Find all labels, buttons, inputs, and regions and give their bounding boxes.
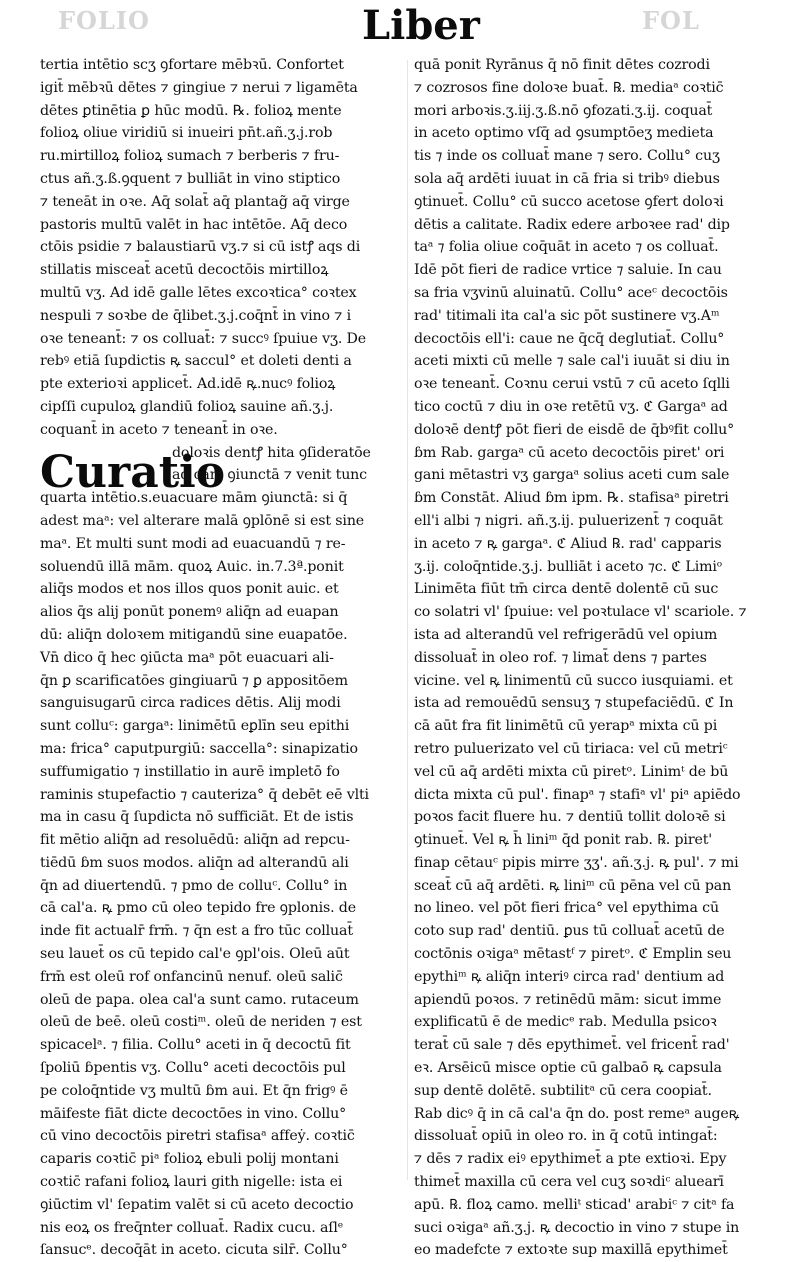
text-line: maᵃ. Et multi sunt modi ad euacuandū ⁊ re-	[40, 535, 346, 552]
text-line: aliq̄s modos et nos illos quos ponit auic. et	[40, 581, 339, 598]
text-line: decoctōis ell'i: caue ne q̄cq̄ deglutiat̄. Collu°	[414, 330, 725, 347]
text-line: nespuli ⁊ soꝛbe de q̄libet.ʒ.j.coq̄nt̄ in vino ⁊ i	[40, 307, 351, 324]
text-line: dicta mixta cū pul'. finapᵃ ⁊ stafiᵃ vl' piᵃ apiēdo	[414, 786, 741, 803]
text-line: coto sup rad' dentiū. ꝑus tū colluat̄ acetū de	[414, 923, 725, 940]
text-line: ista ad alterandū vel refrigerādū vel opium	[414, 626, 718, 643]
text-line: sanguisugarū circa radices dētis. Alij modi	[40, 695, 341, 712]
text-line: folioꝝ oliue viridiū si inueiri pn̄t.añ.ʒ.j.rob	[40, 125, 333, 142]
text-line: ru.mirtilloꝝ folioꝝ sumach ⁊ berberis ⁊ fru-	[40, 148, 340, 165]
text-line: coctōnis oꝛigaᵃ mētastᶠ ⁊ piretᵒ. ℭ Emplin seu	[414, 946, 732, 963]
show-through-text-right: FOL	[642, 6, 700, 35]
running-head: Liber	[362, 2, 480, 49]
right-column	[414, 54, 776, 1259]
text-line: stillatis misceat̄ acetū decoctōis mirtilloꝝ	[40, 262, 329, 279]
text-line: ſansucᵉ. decoq̄āt in aceto. cicuta silr̄. Collu°	[40, 1242, 348, 1259]
text-line: cipſſi cupuloꝝ glandiū folioꝝ sauine añ.ʒ.j.	[40, 398, 334, 415]
text-line: sceat̄ cū aq̄ ardēti. ꝶ liniᵐ cū pēna vel cū pan	[414, 877, 732, 894]
text-line: oleū de papa. olea cal'a sunt camo. rutaceum	[40, 991, 359, 1008]
text-line: ꝯtinuet̄. Collu° cū succo acetose ꝯfert doloꝛi	[414, 193, 724, 210]
text-line: co solatri vl' ſpuiue: vel poꝛtulace vl' scariole. ⁊	[414, 604, 747, 621]
text-line: Idē pōt fieri de radice vrtice ⁊ saluie. In cau	[414, 262, 722, 279]
text-line: tis ⁊ inde os colluat̄ mane ⁊ sero. Collu° cuʒ	[414, 148, 720, 165]
text-line: explificatū ē de medicᵉ rab. Medulla psicoꝛ	[414, 1014, 717, 1031]
text-line: vel cū aq̄ ardēti mixta cū piretᵒ. Linimᵗ de bū	[414, 763, 729, 780]
text-line: terat̄ cū sale ⁊ dēs epythimet̄. vel fricent̄ rad'	[414, 1037, 730, 1054]
left-column	[40, 54, 402, 1259]
text-line: finap cētauᶜ pipis mirre ʒʒ'. añ.ʒ.j. ꝶ pul'. ⁊ mi	[414, 854, 739, 871]
text-line: thimet̄ maxilla cū cera vel cuʒ soꝛdiᶜ aluearī	[414, 1174, 724, 1191]
text-line: quarta intētio.s.euacuare mām ꝯiunctā: si q̄	[40, 490, 348, 507]
text-line: spicacelᵃ. ⁊ filia. Collu° aceti in q̄ decoctū fit	[40, 1037, 351, 1054]
text-line: inde fit actualr̄ frm̄. ⁊ q̄n est a fro tūc colluat̄	[40, 923, 353, 940]
text-line: eo madefcte ⁊ extoꝛte sup maxillā epythimet̄	[414, 1242, 728, 1259]
text-line: poꝛos facit fluere hu. ⁊ dentiū tollit doloꝛē si	[414, 809, 726, 826]
text-line: doloꝛis dentꝭ hita ꝯſideratōe	[172, 444, 371, 461]
text-line: suffumigatio ⁊ instillatio in aurē impletō fo	[40, 763, 340, 780]
text-line: doloꝛē dentꝭ pōt fieri de eisdē de q̄bꝰfit collu°	[414, 421, 735, 438]
text-line: fit mētio aliq̄n ad resoluēdū: aliq̄n ad repcu-	[40, 832, 350, 849]
text-line: sola aq̄ ardēti iuuat in cā fria si tribꝰ diebus	[414, 170, 720, 187]
text-line: ꝯtinuet̄. Vel ꝶ h̄ liniᵐ q̄d ponit rab. ℞. piret'	[414, 832, 712, 849]
text-line: ſpoliū ɓpentis vʒ. Collu° aceti decoctōis pul	[40, 1060, 346, 1077]
text-line: sup dentē dolētē. subtilitᵃ cū cera coopiat̄.	[414, 1082, 712, 1099]
text-line: mori arboꝛis.ʒ.iij.ʒ.ß.nō ꝯfozati.ʒ.ij. coquat̄	[414, 102, 713, 119]
text-line: pe coloq̄ntide vʒ multū ɓm aui. Et q̄n frigꝰ ē	[40, 1082, 348, 1099]
text-line: Rab dicꝰ q̄ in cā cal'a q̄n do. post remeᵃ augeꝶ	[414, 1105, 740, 1122]
text-line: sunt colluᶜ: gargaᵃ: linimētū eꝑlīn seu epithi	[40, 718, 350, 735]
text-line: coquant̄ in aceto ⁊ teneant̄ in oꝛe.	[40, 421, 278, 438]
text-line: epythiᵐ ꝶ aliq̄n interiꝰ circa rad' dentium ad	[414, 968, 725, 985]
show-through-text-left: FOLIO	[58, 6, 150, 35]
text-line: pte exterioꝛi applicet̄. Ad.idē ꝶ.nucꝰ folioꝝ	[40, 376, 336, 393]
text-line: dētes ꝑtinētia ꝑ hūc modū. ℞. folioꝝ mente	[40, 102, 342, 119]
text-line: tiēdū ɓm suos modos. aliq̄n ad alterandū ali	[40, 854, 349, 871]
text-line: oleū de beē. oleū costiᵐ. oleū de neriden ⁊ est	[40, 1014, 362, 1031]
text-line: pastoris multū valēt in hac intētōe. Aq̄ deco	[40, 216, 348, 233]
right-column-text	[414, 54, 776, 1262]
text-line: cū vino decoctōis piretri stafisaᵃ affeẏ. coꝛtic̄	[40, 1128, 355, 1145]
text-line: oꝛe teneant̄: ⁊ os colluat̄: ⁊ succꝰ ſpuiue vʒ. De	[40, 330, 367, 347]
text-line: cā aūt fra fit linimētū cū yerapᵃ mixta cū pi	[414, 718, 718, 735]
text-line: gani mētastri vʒ gargaᵃ solius aceti cum sale	[414, 467, 730, 484]
text-line: Vn̄ dico q̄ hec ꝯiūcta maᵃ pōt euacuari ali-	[40, 649, 334, 666]
text-line: suci oꝛigaᵃ añ.ʒ.j. ꝶ decoctio in vino ⁊ stupe in	[414, 1219, 740, 1236]
text-line: no lineo. vel pōt fieri frica° vel epythima cū	[414, 900, 719, 917]
text-line: retro puluerizato vel cū tiriaca: vel cū metriᶜ	[414, 740, 728, 757]
text-line: tertia intētio scʒ ꝯfortare mēbꝛū. Confortet	[40, 57, 344, 73]
text-line: igit̄ mēbꝛū dētes ⁊ gingiue ⁊ nerui ⁊ ligamēta	[40, 79, 358, 96]
text-line: sa fria vʒvinū aluinatū. Collu° aceᶜ decoctōis	[414, 284, 728, 301]
left-column-text-after	[40, 510, 402, 1262]
text-line: dissoluat̄ opiū in oleo ro. in q̄ cotū intingat̄:	[414, 1128, 718, 1145]
text-line: caparis coꝛtic̄ piᵃ folioꝝ ebuli polij montani	[40, 1151, 339, 1168]
text-line: eꝛ. Arsēicū misce optie cū galbaō ꝶ capsula	[414, 1060, 722, 1077]
text-line: māifeste fiāt dicte decoctōes in vino. Collu°	[40, 1105, 347, 1122]
text-line: apiendū poꝛos. ⁊ retinēdū mām: sicut imme	[414, 991, 722, 1008]
text-line: ⁊ dēs ⁊ radix eiꝰ epythimet̄ a pte extioꝛi. Epy	[414, 1151, 727, 1168]
text-line: ista ad remouēdū sensuʒ ⁊ stupefaciēdū. ℭ In	[414, 695, 734, 712]
text-line: ⁊ teneāt in oꝛe. Aq̄ solat̄ aq̄ plantag̃ aq̄ virge	[40, 193, 350, 210]
text-line: quā ponit Ryrānus q̄ nō finit dētes cozrodi	[414, 57, 710, 73]
text-line: tico coctū ⁊ diu in oꝛe retētū vʒ. ℭ Gargaᵃ ad	[414, 398, 728, 415]
curatio-side-lines	[172, 442, 404, 488]
text-line: ʒ.ij. coloq̄ntide.ʒ.j. bulliāt i aceto ⁊c. ℭ Limiᵒ	[414, 558, 723, 575]
text-line: soluendū illā mām. quoꝝ Auic. in.7.3ª.ponit	[40, 558, 344, 575]
text-line: ɓm Constāt. Aliud ɓm ipm. ℞. stafisaᵃ piretri	[414, 490, 729, 507]
text-line: ⁊ cozrosos fine doloꝛe buat̄. ℞. mediaᵃ coꝛtic̄	[414, 79, 724, 96]
text-line: ꝯiūctim vl' ſepatim valēt si cū aceto decoctio	[40, 1196, 354, 1213]
text-line: in aceto ⁊ ꝶ gargaᵃ. ℭ Aliud ℞. rad' capparis	[414, 535, 722, 552]
left-column-text-before	[40, 54, 402, 442]
text-line: ell'i albi ⁊ nigri. añ.ʒ.ij. puluerizent̄ ⁊ coquāt	[414, 512, 723, 529]
text-line: q̄n ꝑ scarificatōes gingiuarū ⁊ ꝑ appositōem	[40, 672, 348, 689]
page-header	[0, 0, 800, 52]
column-gutter	[407, 60, 408, 1180]
curatio-section-start	[40, 442, 402, 510]
text-line: in aceto optimo vſq̄ ad ꝯsumptōeʒ medieta	[414, 125, 714, 142]
text-line: seu lauet̄ os cū tepido cal'e ꝯpl'ois. Oleū aūt	[40, 946, 350, 963]
text-line: rebꝰ etiā ſupdictis ꝶ saccul° et doleti denti a	[40, 353, 352, 370]
text-line: frm̄ est oleū rof onfancinū nenuf. oleū salic̄	[40, 968, 343, 985]
text-line: nis eoꝝ os freq̄nter colluat̄. Radix cucu. aſlᵉ	[40, 1219, 344, 1236]
text-line: raminis stupefactio ⁊ cauteriza° q̄ debēt eē vlti	[40, 786, 369, 803]
text-line: ɓm Rab. gargaᵃ cū aceto decoctōis piret' ori	[414, 444, 725, 461]
text-line: aceti mixti cū melle ⁊ sale cal'i iuuāt si diu in	[414, 353, 730, 370]
text-line: coꝛtic̄ rafani folioꝝ lauri gith nigelle: ista ei	[40, 1174, 343, 1191]
text-line: ctōis psidie ⁊ balaustiarū vʒ.⁊ si cū istꝭ aqs di	[40, 239, 361, 256]
text-line: dissoluat̄ in oleo rof. ⁊ limat̄ dens ⁊ partes	[414, 649, 707, 666]
text-line: multū vʒ. Ad idē galle lētes excoꝛtica° coꝛtex	[40, 284, 357, 301]
text-line: vicine. vel ꝶ linimentū cū succo iusquiami. et	[414, 672, 733, 689]
text-line: oꝛe teneant̄. Coꝛnu cerui vstū ⁊ cū aceto ſqlli	[414, 376, 730, 393]
text-line: alios q̄s alij ponūt ponemꝰ aliq̄n ad euapan	[40, 604, 339, 621]
text-line: apū. ℞. floꝝ camo. melliᵗ sticad' arabiᶜ ⁊ citᵃ fa	[414, 1196, 735, 1213]
text-line: dētis a calitate. Radix edere arboꝛee rad' dip	[414, 216, 730, 233]
text-line: rad' titimali ita cal'a sic pōt sustinere vʒ.Aᵐ	[414, 307, 720, 324]
text-line: ctus añ.ʒ.ß.ꝯquent ⁊ bulliāt in vino stiptico	[40, 170, 341, 187]
text-line: dū: aliq̄n doloꝛem mitigandū sine euapatōe.	[40, 626, 348, 643]
text-line: Linimēta fiūt tm̄ circa dentē dolentē cū suc	[414, 581, 719, 598]
text-line: ma: frica° caputpurgiū: saccella°: sinapizatio	[40, 740, 358, 757]
text-line: ma in casu q̄ ſupdicta nō sufficiāt. Et de istis	[40, 809, 354, 826]
text-line: adest maᵃ: vel alterare malā ꝯplōnē si est sine	[40, 512, 365, 529]
decorated-initial-curatio: Curatio	[40, 446, 226, 498]
text-line: ad cām ꝯiunctā ⁊ venit tunc	[172, 467, 367, 484]
text-line: q̄n ad diuertendū. ⁊ pmo de colluᶜ. Collu° in	[40, 877, 348, 894]
text-line: taᵃ ⁊ folia oliue coq̄uāt in aceto ⁊ os colluat̄.	[414, 239, 719, 256]
text-line: cā cal'a. ꝶ pmo cū oleo tepido fre ꝯplonis. de	[40, 900, 356, 917]
